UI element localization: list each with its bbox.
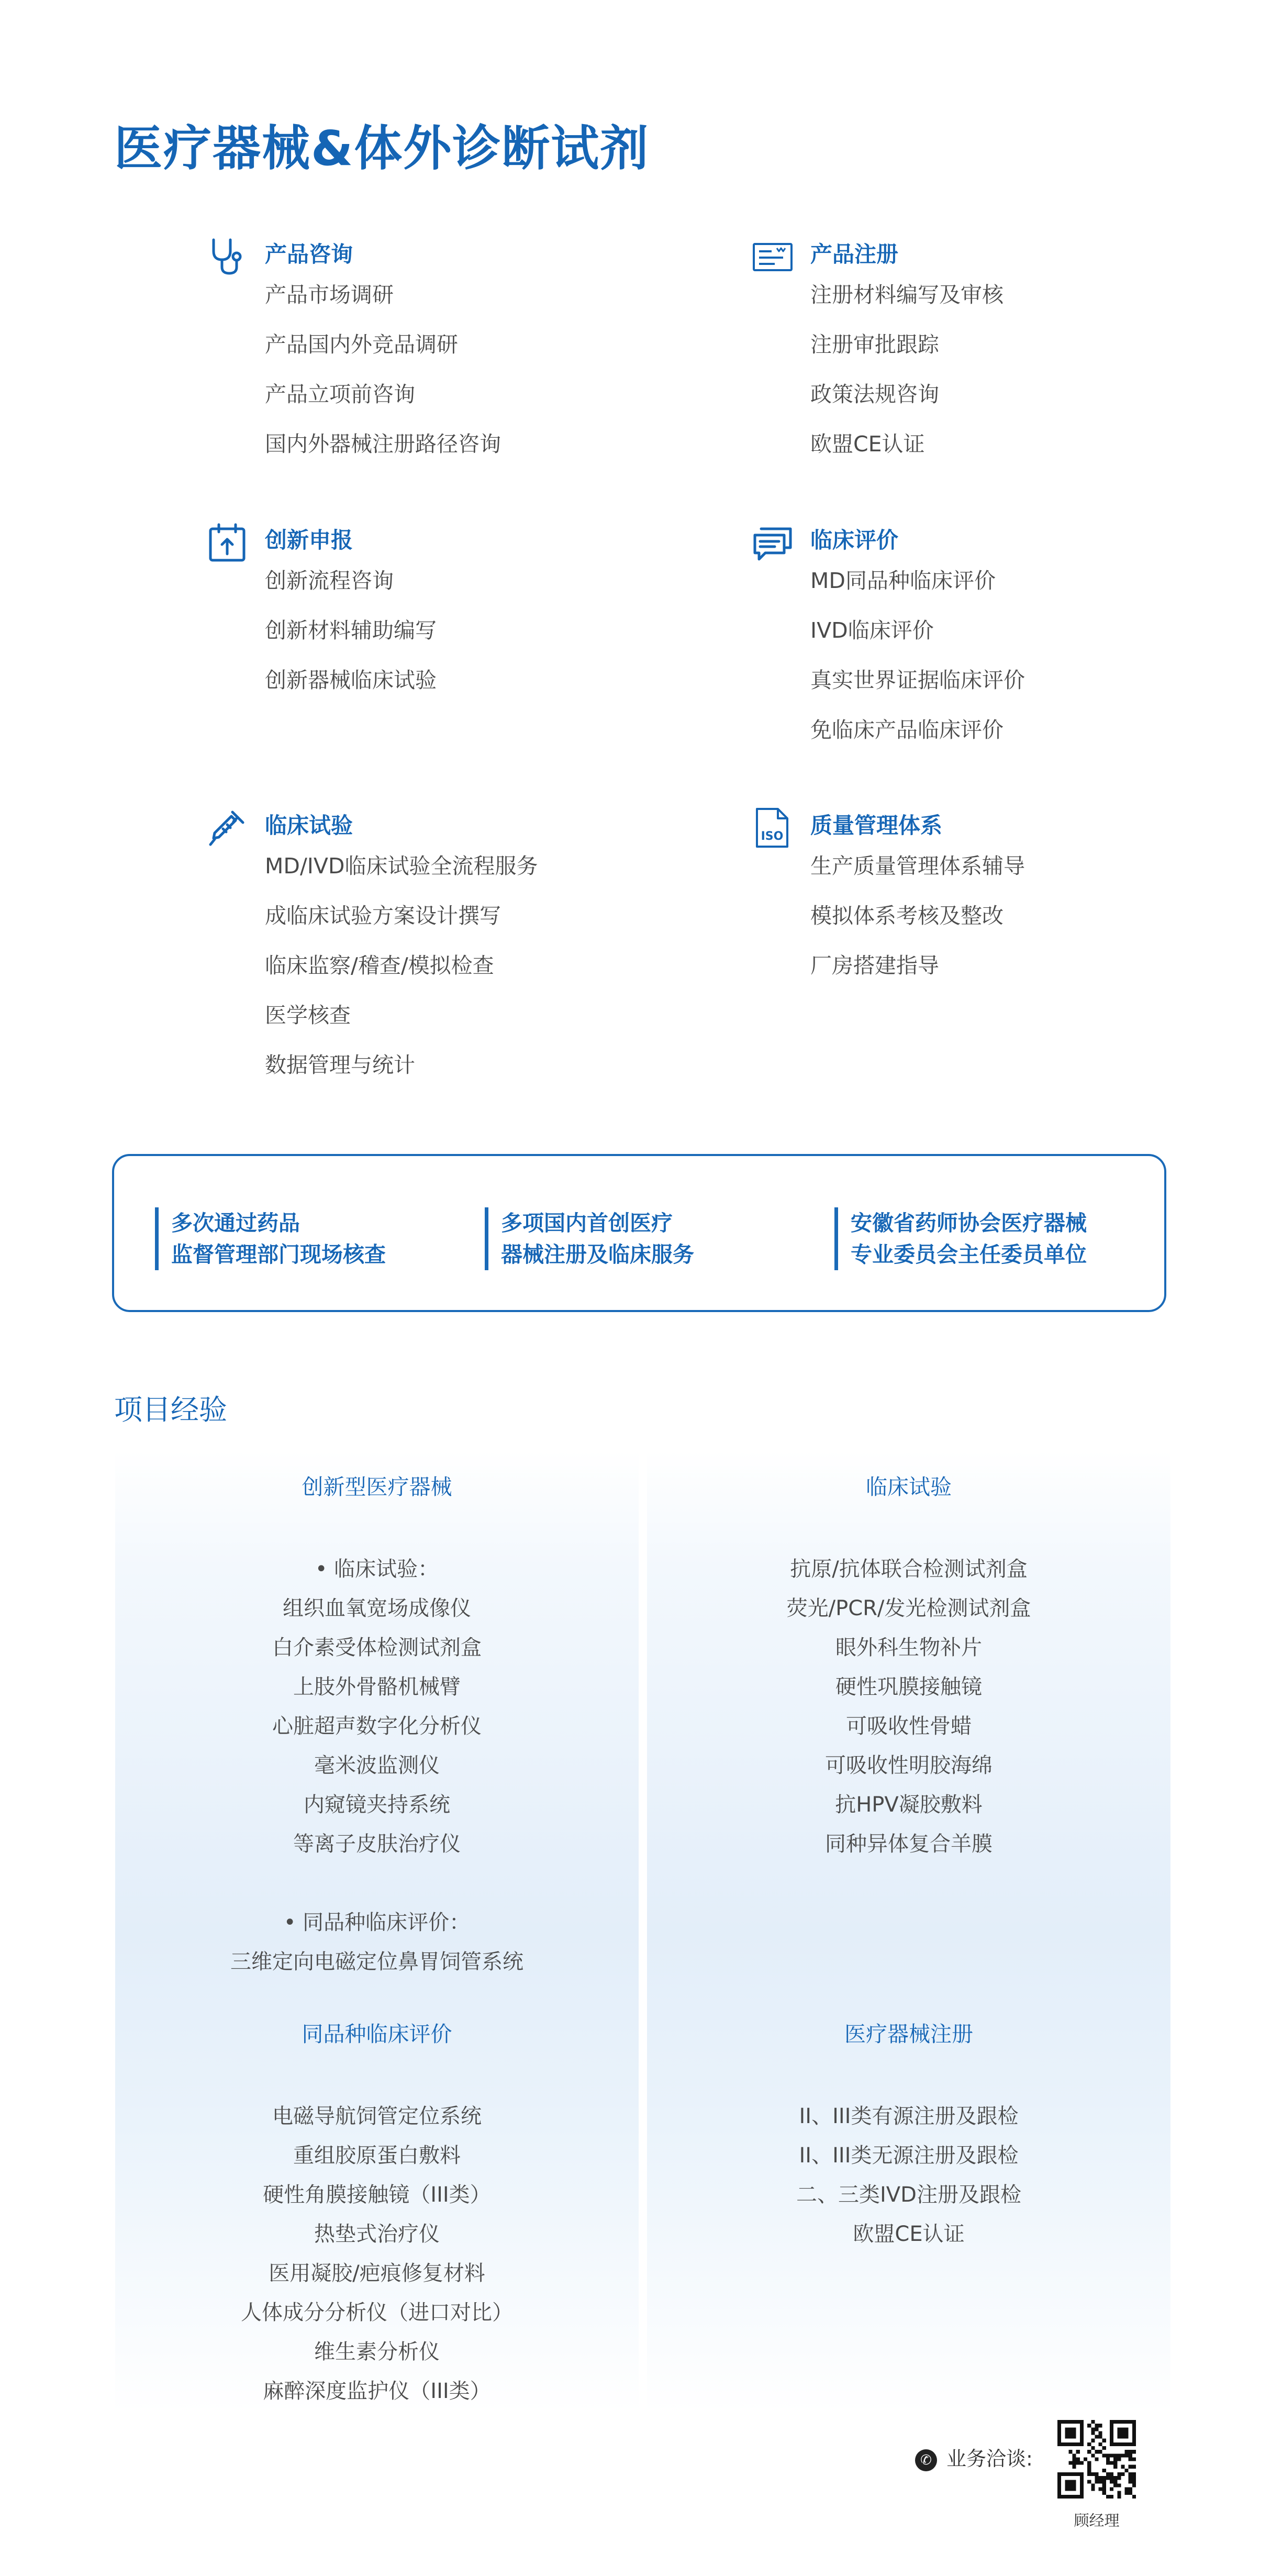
highlights-box (112, 1154, 1166, 1312)
device-registration-column (647, 2011, 1170, 2254)
service-item: MD/IVD临床试验全流程服务 (265, 853, 538, 879)
list-item: 热垫式治疗仪 (314, 2222, 440, 2246)
service-clinical-trial (265, 810, 736, 1090)
highlight-item (834, 1207, 1087, 1270)
service-title: 临床评价 (810, 527, 899, 553)
service-title: 产品咨询 (265, 241, 353, 267)
service-item: 政策法规咨询 (810, 382, 939, 407)
service-item: 注册材料编写及审核 (810, 282, 1004, 307)
service-item: 数据管理与统计 (265, 1052, 415, 1078)
qr-code[interactable] (1057, 2420, 1136, 2499)
list-item: 抗原/抗体联合检测试剂盒 (790, 1557, 1028, 1581)
list-item: 欧盟CE认证 (853, 2222, 965, 2246)
service-item: 模拟体系考核及整改 (810, 903, 1004, 928)
service-item: 欧盟CE认证 (810, 431, 925, 457)
service-item: 厂房搭建指导 (810, 953, 939, 978)
list-item: 组织血氧宽场成像仪 (283, 1596, 471, 1620)
list-item: 内窥镜夹持系统 (304, 1793, 450, 1817)
service-title: 创新申报 (265, 527, 353, 553)
service-item: 医学核查 (265, 1003, 351, 1028)
iso-document-icon (752, 807, 794, 849)
service-item: 成临床试验方案设计撰写 (265, 903, 501, 928)
highlight-line: 多项国内首创医疗 (501, 1211, 673, 1236)
service-item: 创新器械临床试验 (265, 668, 437, 693)
list-item: 毫米波监测仪 (314, 1753, 440, 1778)
service-item: 注册审批跟踪 (810, 332, 939, 357)
svg-text:ISO: ISO (761, 830, 784, 843)
service-innovation-application (265, 525, 736, 705)
qr-caption: 顾经理 (1074, 2512, 1120, 2529)
list-item: 二、三类IVD注册及跟检 (796, 2183, 1021, 2207)
list-item: 抗HPV凝胶敷料 (835, 1793, 983, 1817)
list-item: 维生素分析仪 (314, 2340, 440, 2364)
list-item: II、III类有源注册及跟检 (799, 2104, 1019, 2128)
list-item: 可吸收性骨蜡 (846, 1714, 972, 1738)
business-contact (915, 2443, 1033, 2474)
highlight-line: 监督管理部门现场核查 (171, 1242, 386, 1267)
service-item: 产品国内外竞品调研 (265, 332, 458, 357)
column-title: 医疗器械注册 (844, 2022, 973, 2047)
service-title: 临床试验 (265, 813, 353, 838)
group-label: • 临床试验： (315, 1557, 439, 1581)
service-clinical-evaluation (810, 525, 1281, 755)
highlight-line: 安徽省药师协会医疗器械 (851, 1211, 1087, 1236)
list-item: 麻醉深度监护仪（III类） (263, 2379, 491, 2403)
stethoscope-icon (206, 236, 248, 277)
service-product-registration (810, 239, 1281, 469)
list-item: 白介素受体检测试剂盒 (272, 1636, 482, 1660)
service-item: 免临床产品临床评价 (810, 717, 1004, 742)
list-item: 荧光/PCR/发光检测试剂盒 (786, 1596, 1031, 1620)
section-title: 项目经验 (114, 1393, 227, 1426)
page-title: 医疗器械&体外诊断试剂 (114, 120, 650, 176)
list-item: 硬性巩膜接触镜 (835, 1675, 982, 1699)
service-title: 质量管理体系 (810, 813, 943, 838)
highlight-line: 多次通过药品 (171, 1211, 300, 1236)
highlight-item (485, 1207, 694, 1270)
service-item: 国内外器械注册路径咨询 (265, 431, 501, 457)
list-item: 上肢外骨骼机械臂 (293, 1675, 461, 1699)
contact-label: 业务洽谈: (946, 2447, 1033, 2470)
clinical-trial-column (647, 1463, 1170, 1864)
service-product-consulting (265, 239, 736, 469)
service-item: 生产质量管理体系辅导 (810, 853, 1025, 879)
list-item: 等离子皮肤治疗仪 (293, 1832, 461, 1856)
service-item: IVD临床评价 (810, 618, 934, 643)
innovative-devices-column (115, 1463, 639, 1982)
calendar-upload-icon (206, 521, 248, 563)
service-item: 产品立项前咨询 (265, 382, 415, 407)
list-item: 同种异体复合羊膜 (825, 1832, 993, 1856)
service-item: 临床监察/稽查/模拟检查 (265, 953, 494, 978)
list-item: 硬性角膜接触镜（III类） (263, 2183, 491, 2207)
list-item: 三维定向电磁定位鼻胃饲管系统 (230, 1950, 523, 1974)
highlight-line: 专业委员会主任委员单位 (851, 1242, 1087, 1267)
list-item: 医用凝胶/疤痕修复材料 (269, 2261, 485, 2285)
highlight-line: 器械注册及临床服务 (501, 1242, 694, 1267)
list-item: 人体成分分析仪（进口对比） (241, 2301, 513, 2325)
service-item: 创新流程咨询 (265, 568, 394, 593)
service-item: MD同品种临床评价 (810, 568, 996, 593)
syringe-icon (206, 807, 248, 849)
certificate-icon (752, 236, 794, 277)
service-item: 产品市场调研 (265, 282, 394, 307)
column-title: 创新型医疗器械 (302, 1474, 452, 1500)
service-title: 产品注册 (810, 241, 899, 267)
list-item: 重组胶原蛋白敷料 (293, 2144, 461, 2168)
service-item: 创新材料辅助编写 (265, 618, 437, 643)
column-title: 同品种临床评价 (302, 2022, 452, 2047)
service-quality-management (761, 810, 1281, 991)
chat-bubbles-icon (752, 521, 794, 563)
service-item: 真实世界证据临床评价 (810, 668, 1025, 693)
list-item: 眼外科生物补片 (835, 1636, 982, 1660)
list-item: 心脏超声数字化分析仪 (272, 1714, 482, 1738)
highlight-item (155, 1207, 386, 1270)
phone-icon: ✆ (915, 2449, 937, 2471)
column-title: 临床试验 (866, 1474, 952, 1500)
list-item: II、III类无源注册及跟检 (799, 2144, 1019, 2168)
list-item: 可吸收性明胶海绵 (825, 1753, 993, 1778)
equivalent-evaluation-column (115, 2011, 639, 2411)
list-item: 电磁导航饲管定位系统 (272, 2104, 482, 2128)
group-label: • 同品种临床评价： (283, 1911, 471, 1935)
